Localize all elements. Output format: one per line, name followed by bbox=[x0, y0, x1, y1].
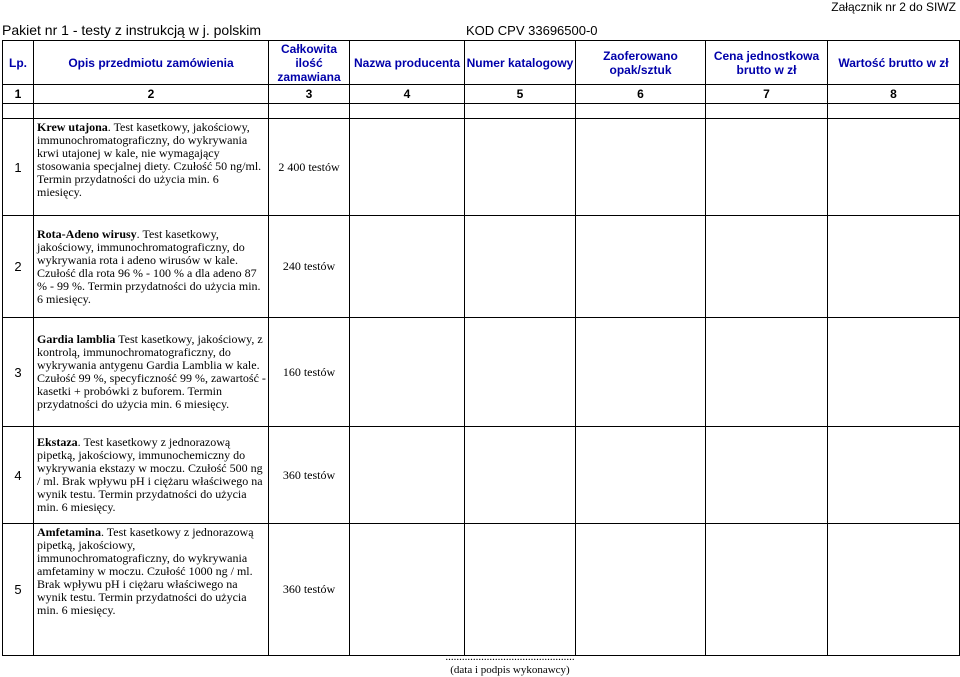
item-description bbox=[34, 524, 269, 656]
header-price-line1: Cena jednostkowa bbox=[713, 48, 820, 63]
table-row bbox=[3, 524, 960, 656]
column-number: 8 bbox=[828, 85, 960, 104]
item-details: Test kasetkowy, jakościowy, z kontrolą, immunochromatograficzny, do wykrywania antygenu Gardia Lamblia w kale. Czułość 99 %, specyficzność 99 %, zawartość - kasetki + probówki z buforem. Termin przydatności do użycia min. 6 miesięcy. bbox=[37, 332, 266, 411]
item-name: Amfetamina bbox=[37, 525, 101, 539]
unit-price-cell[interactable] bbox=[706, 216, 828, 318]
offered-cell[interactable] bbox=[576, 427, 706, 524]
catalog-cell[interactable] bbox=[465, 216, 576, 318]
header-unit-price bbox=[706, 41, 828, 85]
unit-price-cell[interactable] bbox=[706, 524, 828, 656]
header-catalog: Numer katalogowy bbox=[465, 41, 576, 85]
spacer-row bbox=[3, 104, 960, 119]
gross-value-cell[interactable] bbox=[828, 427, 960, 524]
signature-line: ............................................... bbox=[445, 651, 575, 663]
item-quantity: 360 testów bbox=[269, 524, 350, 656]
column-number: 6 bbox=[576, 85, 706, 104]
item-description bbox=[34, 427, 269, 524]
row-number: 3 bbox=[3, 318, 34, 427]
column-number: 5 bbox=[465, 85, 576, 104]
catalog-cell[interactable] bbox=[465, 524, 576, 656]
table-row bbox=[3, 318, 960, 427]
header-gross-value: Wartość brutto w zł bbox=[828, 41, 960, 85]
header-quantity-line2: zamawiana bbox=[277, 69, 341, 84]
header-quantity bbox=[269, 41, 350, 85]
row-number: 2 bbox=[3, 216, 34, 318]
table-row bbox=[3, 119, 960, 216]
item-name: Rota-Adeno wirusy bbox=[37, 226, 137, 241]
column-number: 4 bbox=[350, 85, 465, 104]
column-number: 2 bbox=[34, 85, 269, 104]
gross-value-cell[interactable] bbox=[828, 524, 960, 656]
item-description bbox=[34, 318, 269, 427]
item-details: . Test kasetkowy z jednorazową pipetką, jakościowy, immunochemiczny do wykrywania ekstazy w moczu. Czułość 500 ng / ml. Brak wpływu pH i ciężaru właściwego na wynik testu. Termin przydatności do użycia min. 6 miesięcy. bbox=[37, 435, 263, 514]
header-lp: Lp. bbox=[3, 41, 34, 85]
offered-cell[interactable] bbox=[576, 119, 706, 216]
header-row bbox=[3, 41, 960, 85]
item-description bbox=[34, 119, 269, 216]
item-details: . Test kasetkowy, jakościowy, immunochromatograficzny, do wykrywania krwi utajonej w kale, nie wymagający stosowania specjalnej diety. Czułość 50 ng/ml. Termin przydatności do użycia min. 6 miesięcy. bbox=[37, 120, 262, 199]
page-title: Pakiet nr 1 - testy z instrukcją w j. polskim bbox=[2, 22, 262, 38]
item-quantity: 360 testów bbox=[269, 427, 350, 524]
table-row bbox=[3, 427, 960, 524]
item-details: . Test kasetkowy, jakościowy, immunochromatograficzny, do wykrywania rota i adeno wirusów w kale. Czułość dla rota 96 % - 100 % a dla adeno 87 % - 99 %. Termin przydatności do użycia min. 6 miesięcy. bbox=[37, 226, 261, 306]
producer-cell[interactable] bbox=[350, 524, 465, 656]
table-row bbox=[3, 216, 960, 318]
producer-cell[interactable] bbox=[350, 318, 465, 427]
header-quantity-line1: Całkowita ilość bbox=[280, 41, 337, 70]
producer-cell[interactable] bbox=[350, 216, 465, 318]
offered-cell[interactable] bbox=[576, 318, 706, 427]
annex-label: Załącznik nr 2 do SIWZ bbox=[831, 0, 956, 14]
offer-table bbox=[2, 40, 960, 656]
item-quantity: 2 400 testów bbox=[269, 119, 350, 216]
item-quantity: 160 testów bbox=[269, 318, 350, 427]
column-number: 7 bbox=[706, 85, 828, 104]
column-number: 3 bbox=[269, 85, 350, 104]
item-description bbox=[34, 216, 269, 318]
unit-price-cell[interactable] bbox=[706, 427, 828, 524]
header-description: Opis przedmiotu zamówienia bbox=[34, 41, 269, 85]
producer-cell[interactable] bbox=[350, 427, 465, 524]
row-number: 5 bbox=[3, 524, 34, 656]
item-name: Ekstaza bbox=[37, 435, 78, 449]
catalog-cell[interactable] bbox=[465, 119, 576, 216]
header-offered-line2: opak/sztuk bbox=[609, 62, 672, 77]
signature-block bbox=[420, 651, 600, 677]
signature-label: (data i podpis wykonawcy) bbox=[450, 664, 570, 676]
cpv-code: KOD CPV 33696500-0 bbox=[466, 23, 598, 38]
item-name: Gardia lamblia bbox=[37, 332, 116, 346]
row-number: 1 bbox=[3, 119, 34, 216]
header-offered-line1: Zaoferowano bbox=[603, 48, 678, 63]
item-quantity: 240 testów bbox=[269, 216, 350, 318]
gross-value-cell[interactable] bbox=[828, 119, 960, 216]
offered-cell[interactable] bbox=[576, 524, 706, 656]
header-offered bbox=[576, 41, 706, 85]
producer-cell[interactable] bbox=[350, 119, 465, 216]
header-producer: Nazwa producenta bbox=[350, 41, 465, 85]
catalog-cell[interactable] bbox=[465, 318, 576, 427]
column-number-row bbox=[3, 85, 960, 104]
header-price-line2: brutto w zł bbox=[736, 62, 797, 77]
item-name: Krew utajona bbox=[37, 120, 108, 134]
unit-price-cell[interactable] bbox=[706, 119, 828, 216]
item-details: . Test kasetkowy z jednorazową pipetką, jakościowy, immunochromatograficzny, do wykrywania amfetaminy w moczu. Czułość 1000 ng / ml. Brak wpływu pH i ciężaru właściwego na wynik testu. Termin przydatności do użycia min. 6 miesięcy. bbox=[37, 525, 254, 617]
offered-cell[interactable] bbox=[576, 216, 706, 318]
column-number: 1 bbox=[3, 85, 34, 104]
gross-value-cell[interactable] bbox=[828, 216, 960, 318]
unit-price-cell[interactable] bbox=[706, 318, 828, 427]
gross-value-cell[interactable] bbox=[828, 318, 960, 427]
row-number: 4 bbox=[3, 427, 34, 524]
catalog-cell[interactable] bbox=[465, 427, 576, 524]
